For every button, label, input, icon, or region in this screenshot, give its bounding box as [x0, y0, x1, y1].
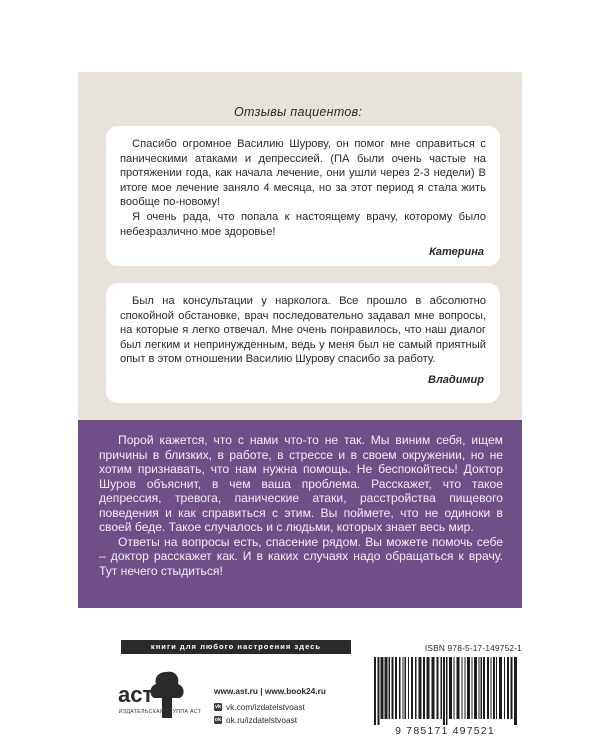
publisher-name: ИЗДАТЕЛЬСКАЯ ГРУППА АСТ	[118, 709, 202, 715]
barcode-bar	[432, 657, 435, 719]
website-links[interactable]: www.ast.ru | www.book24.ru	[214, 685, 326, 696]
barcode-bar	[474, 657, 477, 719]
barcode-bar	[496, 657, 497, 719]
barcode-bar	[507, 657, 509, 719]
vk-icon: vk	[214, 703, 222, 710]
ast-logo-icon	[114, 668, 194, 738]
barcode-bar	[443, 657, 445, 725]
review-1-author: Катерина	[429, 246, 484, 259]
barcode-bar	[419, 657, 422, 719]
barcode-bar	[392, 657, 394, 719]
barcode-bar	[514, 657, 517, 725]
testimonials-title: Отзывы пациентов:	[234, 105, 363, 119]
barcode-bar	[457, 657, 460, 719]
book-description-box	[78, 420, 522, 608]
barcode-bar	[389, 657, 391, 719]
barcode-icon	[368, 655, 522, 737]
barcode-bar	[385, 657, 388, 719]
barcode-bar	[472, 657, 473, 719]
barcode-bar	[511, 657, 513, 719]
barcode-bar	[374, 657, 376, 725]
barcode-bar	[378, 657, 380, 725]
barcode-bar	[465, 657, 466, 719]
barcode-bar	[403, 657, 404, 719]
barcode-bar	[405, 657, 407, 719]
barcode-bar	[411, 657, 413, 719]
vk-link-text: vk.com/izdatelstvoast	[226, 701, 305, 712]
barcode-bar	[481, 657, 483, 719]
review-card-vladimir	[106, 283, 500, 403]
description-paragraph-1: Порой кажется, что с нами что-то не так. Мы виним себя, ищем причины в близких, в работе, в стрессе и в своем окружении, но не хотим признавать, что нам нужна помощь. Не беспокойтесь! Доктор Шуров объяснит, в чем ваша проблема. Расскажет, что такое депрессия, тревога, панические атаки, расстройства пищевого поведения и как справиться с этим. Вы поймете, что не одиноки в своей беде. Такое случалось и с людьми, которых знает весь мир.	[99, 433, 503, 534]
description-paragraph-2: Ответы на вопросы есть, спасение рядом. Вы можете помочь себе – доктор расскажет как. И в каких случаях надо обращаться к врачу. Тут нечего стыдиться!	[99, 534, 503, 578]
ok-icon: ok	[214, 716, 222, 723]
barcode-bar	[446, 657, 448, 725]
review-2-author: Владимир	[428, 373, 484, 386]
barcode-bar	[441, 657, 443, 719]
barcode-bar	[504, 657, 505, 719]
logo-text: аст	[118, 682, 154, 707]
barcode-bar	[415, 657, 417, 719]
publisher-links	[214, 684, 326, 726]
barcode-bar	[399, 657, 401, 719]
barcode-digits: 9 785171 497521	[395, 725, 495, 737]
barcode-bar	[449, 657, 452, 719]
barcode-bar	[437, 657, 439, 719]
barcode-bar	[408, 657, 409, 719]
barcode-bar	[479, 657, 480, 719]
barcode-bar	[487, 657, 489, 719]
review-1-paragraph-2: Я очень рада, что попала к настоящему врачу, которому было небезразлично мое здоровье!	[120, 210, 486, 238]
barcode-bar	[483, 657, 485, 719]
barcode-bar	[499, 657, 502, 719]
isbn-number: ISBN 978-5-17-149752-1	[424, 643, 522, 653]
ok-link[interactable]	[214, 713, 326, 726]
barcode-bar	[467, 657, 470, 719]
barcode-bar	[491, 657, 492, 719]
barcode-bar	[493, 657, 495, 719]
barcode-bar	[427, 657, 430, 719]
review-1-paragraph-1: Спасибо огромное Василию Шурову, он помог мне справиться с паническими атаками и депрессией. (ПА были очень частые на протяжении года, как начала лечение, они ушли через 2-3 недели) В итоге мое лечение заняло 4 месяца, но за этот период я стала жить вообще по-новому!	[120, 138, 486, 209]
barcode-bar	[454, 657, 455, 719]
vk-link[interactable]	[214, 700, 326, 713]
barcode-bar	[395, 657, 397, 719]
barcode-bar	[423, 657, 425, 719]
barcode-bar	[462, 657, 463, 719]
review-2-paragraph-1: Был на консультации у нарколога. Все прошло в абсолютно спокойной обстановке, врач последовательно задавал мне вопросы, на которые я легко отвечал. Мне очень понравилось, что наш диалог был легким и непринужденным, ведь у меня был не самый приятный опыт в этом отношении Василию Шурову спасибо за работу.	[120, 295, 486, 366]
publisher-tagline: книги для любого настроения здесь	[121, 640, 351, 654]
barcode-bar	[381, 657, 384, 719]
ok-link-text: ok.ru/izdatelstvoast	[226, 714, 298, 725]
review-card-katerina	[106, 126, 500, 266]
